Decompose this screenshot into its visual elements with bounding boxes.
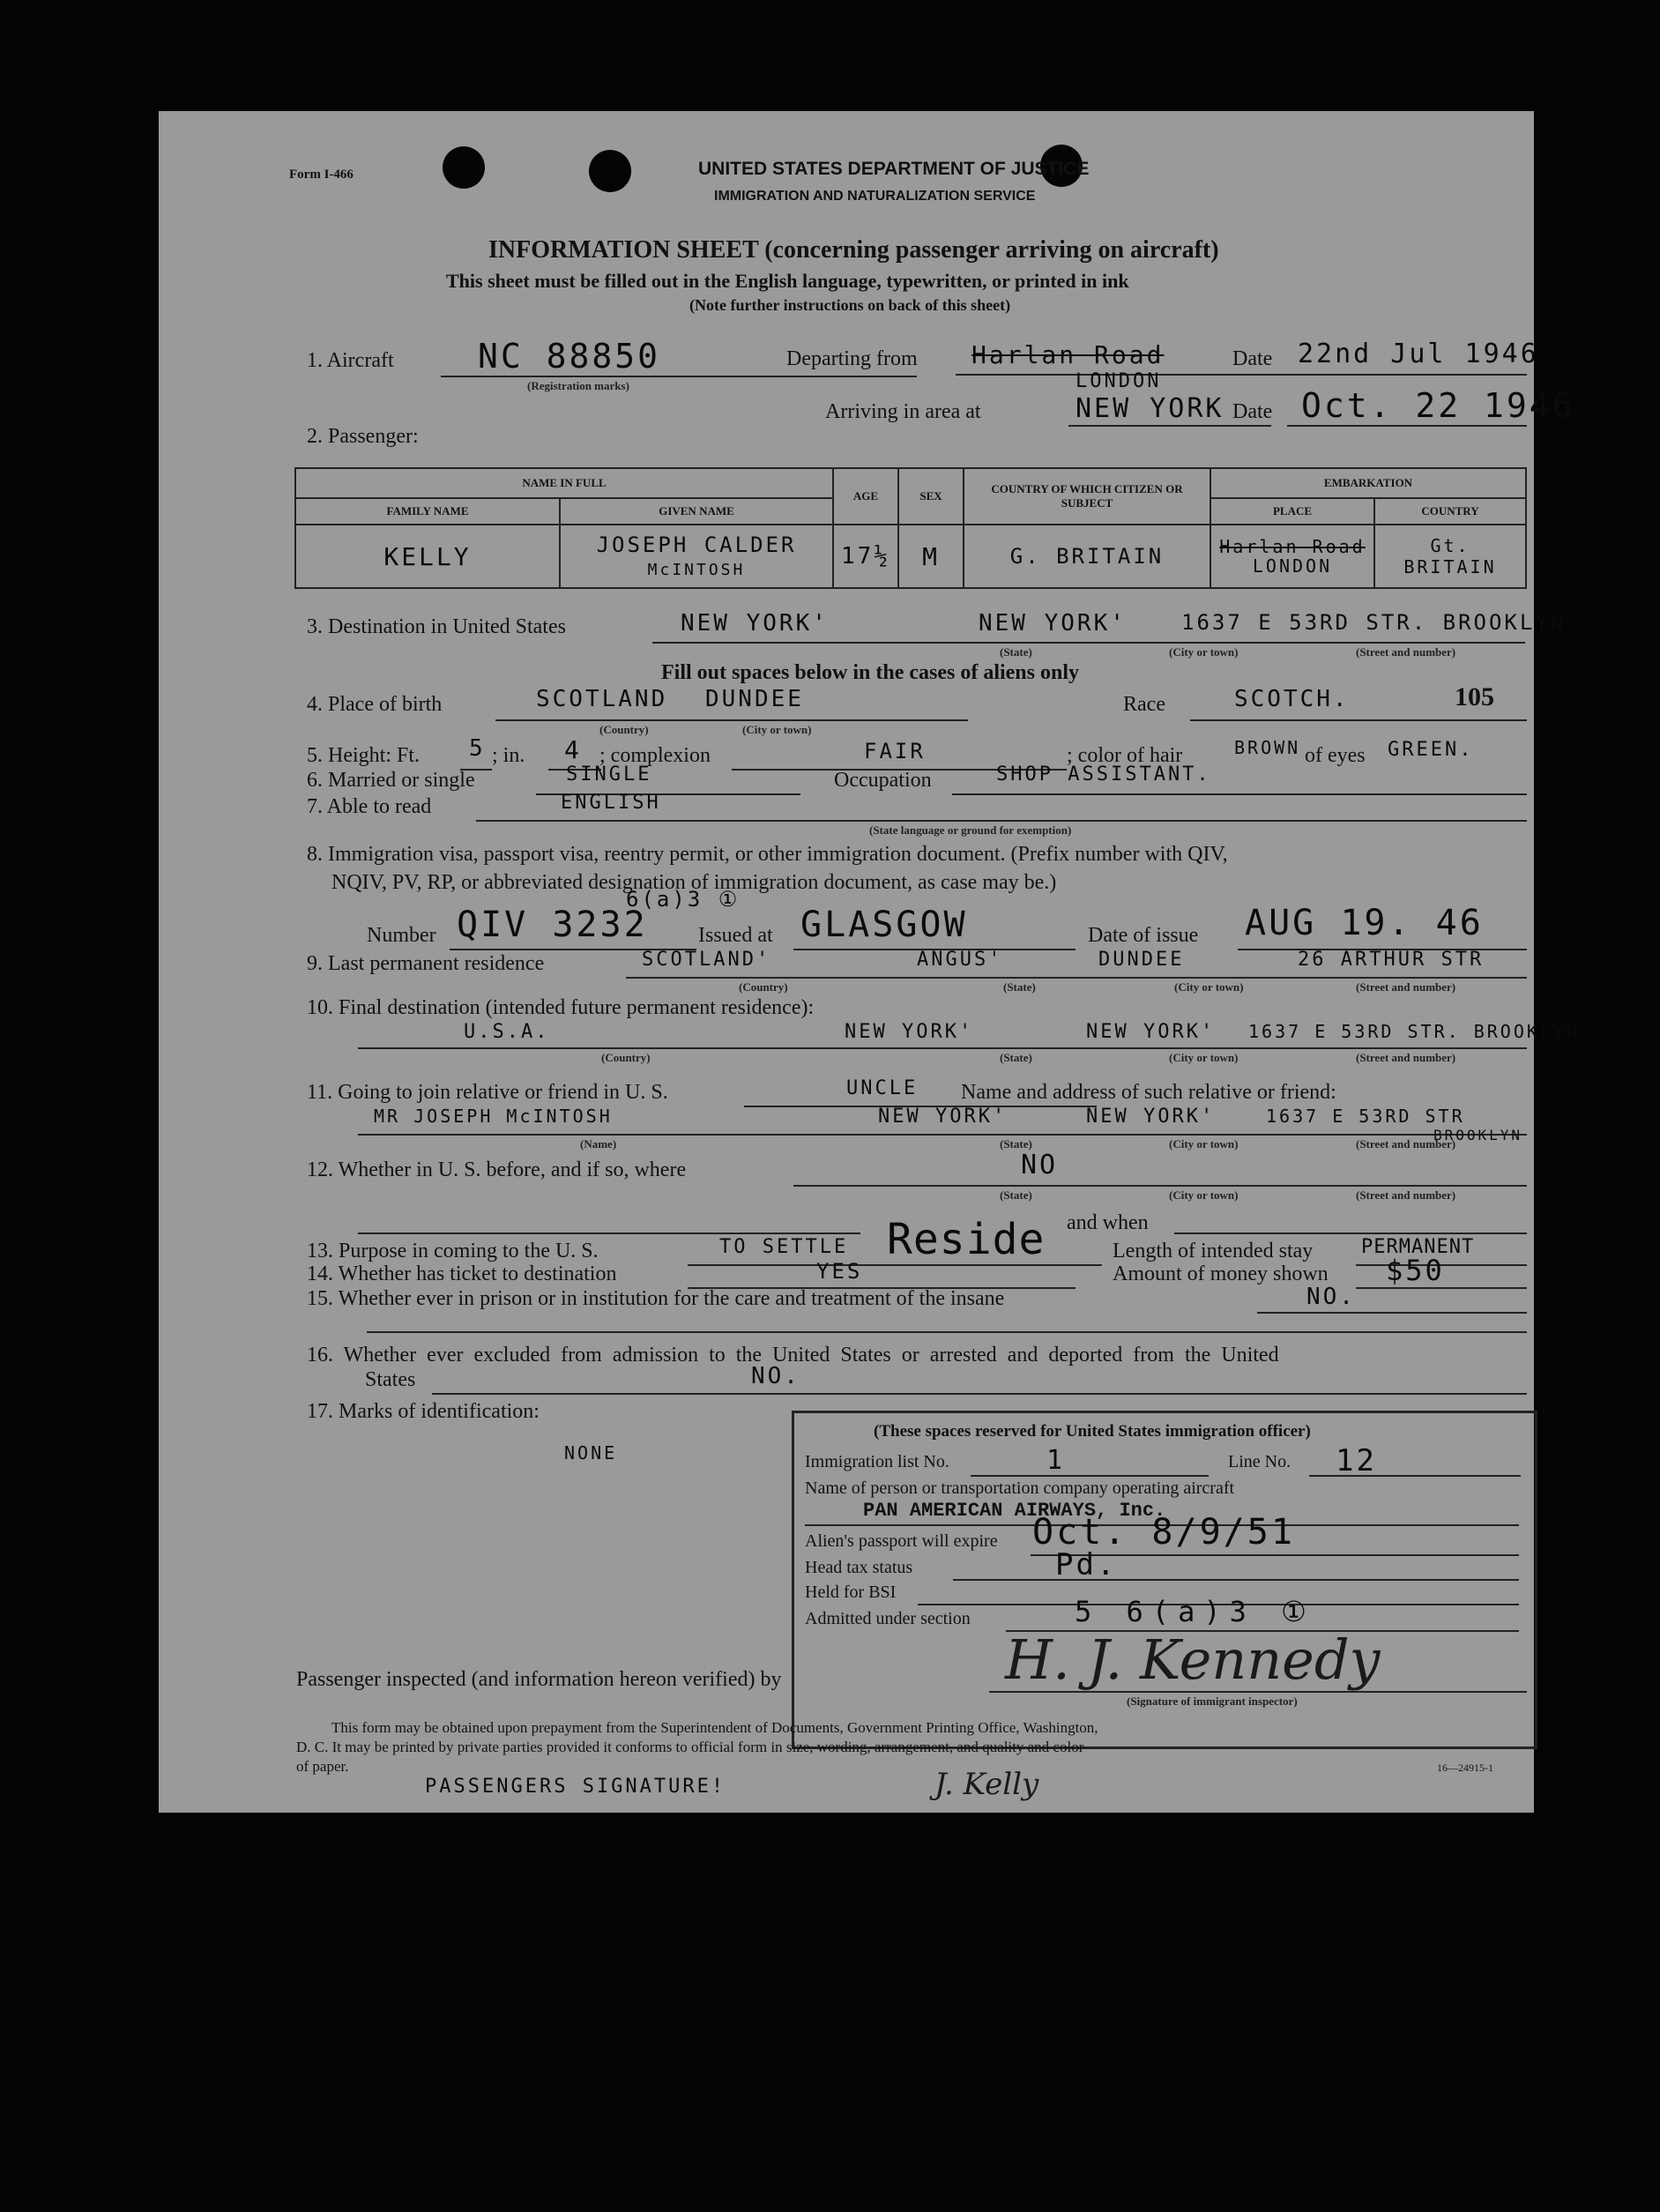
- last-residence-label: 9. Last permanent residence: [307, 952, 545, 975]
- read-value: ENGLISH: [561, 792, 661, 814]
- final-city-caption: (City or town): [1169, 1051, 1239, 1064]
- passenger-signature-label: PASSENGERS SIGNATURE!: [425, 1776, 726, 1798]
- form-sheet: [159, 111, 1581, 1813]
- destination-label: 3. Destination in United States: [307, 615, 566, 638]
- complexion-label: ; complexion: [599, 744, 711, 767]
- given-name: JOSEPH CALDER: [596, 532, 797, 557]
- final-state-caption: (State): [1000, 1051, 1032, 1064]
- join-value: UNCLE: [846, 1077, 919, 1099]
- sex-cell: M: [898, 525, 964, 588]
- destination-city-caption: (City or town): [1169, 645, 1239, 659]
- last-residence-city: DUNDEE: [1098, 949, 1185, 971]
- header-given-name: GIVEN NAME: [560, 498, 833, 525]
- aircraft-label: 1. Aircraft: [307, 349, 394, 372]
- birth-city: DUNDEE: [705, 686, 804, 712]
- family-name-cell: KELLY: [295, 525, 560, 588]
- officer-title: (These spaces reserved for United States immigration officer): [874, 1422, 1311, 1441]
- birth-country: SCOTLAND: [536, 686, 668, 712]
- depart-date-value: 22nd Jul 1946: [1298, 339, 1539, 369]
- money-value: $50: [1386, 1254, 1445, 1287]
- header-embarkation: EMBARKATION: [1210, 468, 1526, 498]
- header-age: AGE: [833, 468, 898, 525]
- line-value: 12: [1336, 1443, 1377, 1478]
- excluded-value: NO.: [751, 1363, 800, 1389]
- departing-struck: Harlan Road: [971, 340, 1165, 369]
- join-street: 1637 E 53RD STR: [1266, 1106, 1465, 1127]
- citizen-cell: G. BRITAIN: [964, 525, 1210, 588]
- final-country: U.S.A.: [464, 1021, 550, 1043]
- last-residence-city-caption: (City or town): [1174, 980, 1244, 994]
- ticket-label: 14. Whether has ticket to destination: [307, 1262, 617, 1285]
- date-of-issue-value: AUG 19. 46: [1245, 903, 1484, 943]
- service-title: IMMIGRATION AND NATURALIZATION SERVICE: [714, 189, 1036, 204]
- ticket-value: YES: [816, 1259, 863, 1284]
- purpose-overwrite: Reside: [887, 1215, 1046, 1264]
- join-city-caption: (City or town): [1169, 1137, 1239, 1151]
- join-label: 11. Going to join relative or friend in U. S.: [307, 1081, 668, 1104]
- purpose-value: TO SETTLE: [719, 1236, 849, 1258]
- when-label: and when: [1067, 1211, 1149, 1234]
- eyes-label: of eyes: [1305, 744, 1366, 767]
- company-label: Name of person or transportation company operating aircraft: [805, 1478, 1235, 1498]
- embark-country-cell: Gt. BRITAIN: [1374, 525, 1526, 588]
- header-country: COUNTRY: [1374, 498, 1526, 525]
- height-feet: 5: [469, 735, 486, 762]
- given-name-cell: [560, 525, 833, 588]
- marks-label: 17. Marks of identification:: [307, 1400, 540, 1423]
- instructions: This sheet must be filled out in the English language, typewritten, or printed in ink: [446, 270, 1129, 292]
- prison-label: 15. Whether ever in prison or in institution for the care and treatment of the insane: [307, 1287, 1005, 1310]
- visa-number-note: 6(a)3 ①: [626, 887, 741, 912]
- stay-label: Length of intended stay: [1113, 1240, 1314, 1262]
- before-state-caption: (State): [1000, 1188, 1032, 1202]
- inches-label: ; in.: [492, 744, 525, 767]
- visa-label-2: NQIV, PV, RP, or abbreviated designation of immigration document, as case may be.): [331, 871, 1057, 894]
- read-caption: (State language or ground for exemption): [869, 823, 1072, 837]
- tax-label: Head tax status: [805, 1558, 913, 1577]
- birth-label: 4. Place of birth: [307, 693, 443, 716]
- married-label: 6. Married or single: [307, 769, 475, 792]
- race-code: 105: [1455, 682, 1494, 711]
- occupation-value: SHOP ASSISTANT.: [996, 763, 1211, 786]
- header-family-name: FAMILY NAME: [295, 498, 560, 525]
- depart-date-label: Date: [1232, 347, 1273, 370]
- destination-city: NEW YORK': [979, 610, 1127, 637]
- destination-state-caption: (State): [1000, 645, 1032, 659]
- destination-street-caption: (Street and number): [1356, 645, 1456, 659]
- height-inches: 4: [564, 735, 582, 764]
- race-value: SCOTCH.: [1234, 686, 1350, 712]
- before-value: NO: [1021, 1150, 1059, 1180]
- hair-label: ; color of hair: [1067, 744, 1183, 767]
- registration-caption: (Registration marks): [527, 379, 629, 392]
- list-value: 1: [1046, 1445, 1066, 1476]
- last-residence-state-caption: (State): [1003, 980, 1036, 994]
- last-residence-street: 26 ARTHUR STR: [1298, 949, 1485, 971]
- inspector-caption: (Signature of immigrant inspector): [1127, 1694, 1298, 1708]
- punch-hole: [443, 146, 485, 189]
- passenger-signature: J. Kelly: [934, 1767, 1039, 1802]
- excluded-label-2: States: [365, 1368, 416, 1391]
- punch-hole: [589, 150, 631, 192]
- birth-country-caption: (Country): [599, 723, 649, 736]
- final-city: NEW YORK': [1086, 1021, 1216, 1043]
- arriving-value: NEW YORK: [1076, 393, 1225, 424]
- passport-label: Alien's passport will expire: [805, 1531, 998, 1551]
- join-state: NEW YORK': [878, 1106, 1008, 1128]
- marks-value: NONE: [564, 1442, 618, 1463]
- tax-value: Pd.: [1055, 1547, 1118, 1583]
- last-residence-country: SCOTLAND': [642, 949, 771, 971]
- join-street-2: BROOKLYN: [1433, 1127, 1523, 1143]
- bsi-label: Held for BSI: [805, 1583, 897, 1602]
- join-state-caption: (State): [1000, 1137, 1032, 1151]
- page-title: INFORMATION SHEET (concerning passenger arriving on aircraft): [488, 236, 1219, 264]
- line-label: Line No.: [1228, 1452, 1292, 1471]
- place-struck: Harlan Road: [1219, 536, 1366, 557]
- stay-value: PERMANENT: [1361, 1236, 1475, 1258]
- department-title: UNITED STATES DEPARTMENT OF JUSTICE: [698, 159, 1090, 179]
- list-label: Immigration list No.: [805, 1452, 949, 1471]
- visa-label-1: 8. Immigration visa, passport visa, reentry permit, or other immigration document. (Prefix number with QIV,: [307, 843, 1228, 866]
- last-residence-state: ANGUS': [917, 949, 1003, 971]
- footer-note-2: D. C. It may be printed by private parties provided it conforms to official form in size, wording, arrangement, and quality and color: [296, 1739, 1084, 1755]
- purpose-label: 13. Purpose in coming to the U. S.: [307, 1240, 599, 1262]
- place-value: LONDON: [1252, 555, 1333, 577]
- inspected-label: Passenger inspected (and information hereon verified) by: [296, 1668, 782, 1691]
- aircraft-value: NC 88850: [478, 337, 661, 376]
- join-city: NEW YORK': [1086, 1106, 1216, 1128]
- read-label: 7. Able to read: [307, 795, 432, 818]
- footer-note-1: This form may be obtained upon prepayment from the Superintendent of Documents, Government Printing Office, Washington,: [331, 1719, 1098, 1736]
- section-label: Admitted under section: [805, 1609, 971, 1628]
- arrive-date-label: Date: [1232, 400, 1273, 423]
- header-name-in-full: NAME IN FULL: [295, 468, 833, 498]
- footer-note-3: of paper.: [296, 1758, 349, 1775]
- visa-number-label: Number: [367, 924, 436, 947]
- departing-label: Departing from: [786, 347, 918, 370]
- join-name-label: Name and address of such relative or friend:: [961, 1081, 1336, 1104]
- passenger-table: [294, 467, 1527, 589]
- join-street-caption: (Street and number): [1356, 1137, 1456, 1151]
- place-cell: [1210, 525, 1374, 588]
- final-destination-label: 10. Final destination (intended future permanent residence):: [307, 996, 815, 1019]
- birth-city-caption: (City or town): [742, 723, 812, 736]
- header-citizen: COUNTRY OF WHICH CITIZEN OR SUBJECT: [964, 468, 1210, 525]
- final-street: 1637 E 53RD STR. BROOKLYN: [1248, 1021, 1581, 1042]
- inspector-signature: H. J. Kennedy: [1005, 1627, 1381, 1692]
- aliens-header: Fill out spaces below in the cases of aliens only: [661, 661, 1080, 684]
- instructions-note: (Note further instructions on back of this sheet): [689, 296, 1011, 314]
- header-place: PLACE: [1210, 498, 1374, 525]
- departing-value: LONDON: [1076, 370, 1162, 392]
- form-code: 16—24915-1: [1437, 1761, 1493, 1774]
- last-residence-street-caption: (Street and number): [1356, 980, 1456, 994]
- issued-label: Issued at: [698, 924, 773, 947]
- arrive-date-value: Oct. 22 1946: [1301, 386, 1575, 425]
- arriving-label: Arriving in area at: [825, 400, 981, 423]
- occupation-label: Occupation: [834, 769, 932, 792]
- final-state: NEW YORK': [845, 1021, 974, 1043]
- final-street-caption: (Street and number): [1356, 1051, 1456, 1064]
- visa-number: QIV 3232: [457, 905, 648, 945]
- join-name-caption: (Name): [580, 1137, 617, 1151]
- eyes-value: GREEN.: [1388, 739, 1474, 761]
- given-name-2: McINTOSH: [647, 561, 746, 579]
- passport-value: Oct. 8/9/51: [1032, 1512, 1295, 1553]
- married-value: SINGLE: [566, 763, 652, 786]
- excluded-label-1: 16. Whether ever excluded from admission to the United States or arrested and deported from the United: [307, 1344, 1279, 1367]
- header-sex: SEX: [898, 468, 964, 525]
- age-cell: 17½: [833, 525, 898, 588]
- date-of-issue-label: Date of issue: [1088, 924, 1199, 947]
- issued-value: GLASGOW: [800, 905, 968, 945]
- destination-street: 1637 E 53RD STR. BROOKLYN: [1181, 610, 1567, 635]
- race-label: Race: [1123, 693, 1165, 716]
- complexion-value: FAIR: [864, 739, 926, 763]
- prison-value: NO.: [1306, 1284, 1356, 1310]
- passenger-label: 2. Passenger:: [307, 425, 419, 448]
- money-label: Amount of money shown: [1113, 1262, 1329, 1285]
- section-value: 5 6(a)3 ①: [1075, 1595, 1315, 1628]
- company-value: PAN AMERICAN AIRWAYS, Inc.: [863, 1500, 1166, 1522]
- join-name: MR JOSEPH McINTOSH: [374, 1106, 613, 1127]
- final-country-caption: (Country): [601, 1051, 651, 1064]
- hair-value: BROWN: [1234, 737, 1301, 758]
- destination-state: NEW YORK': [681, 610, 829, 637]
- last-residence-country-caption: (Country): [739, 980, 788, 994]
- before-street-caption: (Street and number): [1356, 1188, 1456, 1202]
- form-number: Form I-466: [289, 168, 354, 182]
- before-city-caption: (City or town): [1169, 1188, 1239, 1202]
- before-label: 12. Whether in U. S. before, and if so, where: [307, 1158, 687, 1181]
- height-label: 5. Height: Ft.: [307, 744, 421, 767]
